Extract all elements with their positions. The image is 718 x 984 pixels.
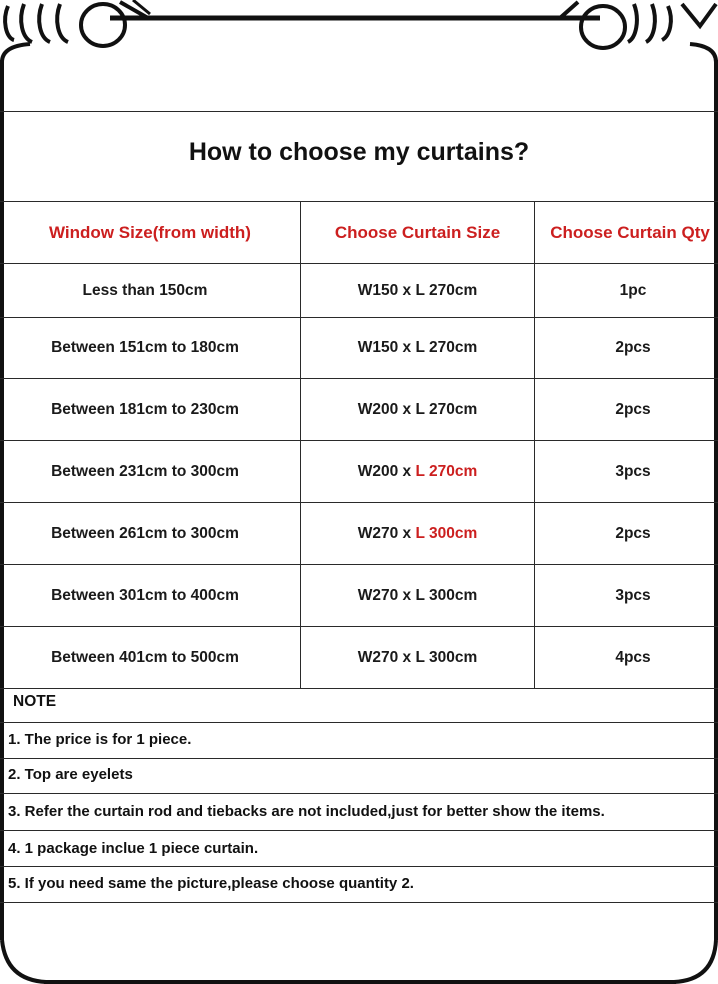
size-length: L 270cm — [415, 281, 478, 299]
table-cell-window: Between 181cm to 230cm — [51, 400, 239, 418]
note-rule — [0, 830, 718, 831]
size-length: L 300cm — [415, 648, 478, 666]
table-cell-window: Between 151cm to 180cm — [51, 339, 239, 356]
size-length: L 300cm — [415, 586, 478, 604]
note-item: 5. If you need same the picture,please choose quantity 2. — [8, 875, 414, 892]
note-item: 3. Refer the curtain rod and tiebacks are not included,just for better show the items. — [8, 803, 605, 820]
note-item: 2. Top are eyelets — [8, 766, 133, 783]
note-rule — [0, 902, 718, 903]
curtain-rod-right-icon — [560, 2, 716, 48]
table-cell-qty: 3pcs — [615, 586, 651, 604]
table-cell-window: Between 401cm to 500cm — [51, 648, 239, 666]
size-length: L 300cm — [415, 524, 478, 542]
header-curtain-size: Choose Curtain Size — [334, 222, 501, 242]
note-rule — [0, 866, 718, 867]
table-bottom-rule — [0, 688, 718, 689]
table-cell-window: Less than 150cm — [82, 281, 208, 299]
size-width: W150 x — [357, 281, 412, 299]
size-length: L 270cm — [415, 339, 478, 356]
table-cell-qty: 2pcs — [615, 400, 651, 418]
table-cell-size — [301, 627, 534, 688]
table-cell-qty: 4pcs — [615, 648, 651, 666]
size-length: L 270cm — [415, 400, 478, 418]
table-cell-qty: 3pcs — [615, 462, 651, 480]
size-width: W270 x — [357, 524, 412, 542]
table-cell-qty: 2pcs — [615, 339, 651, 356]
note-item: 4. 1 package inclue 1 piece curtain. — [8, 840, 259, 857]
size-length: L 270cm — [415, 462, 478, 480]
table-cell-window: Between 231cm to 300cm — [51, 462, 239, 480]
table-cell-size — [301, 379, 534, 440]
note-rule — [0, 722, 718, 723]
table-cell-size — [301, 565, 534, 626]
title-top-rule — [0, 111, 718, 112]
size-width: W150 x — [357, 339, 412, 356]
table-cell-qty: 2pcs — [615, 524, 651, 542]
table-cell-size — [301, 441, 534, 502]
size-width: W270 x — [357, 648, 412, 666]
note-heading: NOTE — [13, 693, 57, 710]
curtain-rod-left-icon — [5, 0, 600, 46]
page-title: How to choose my curtains? — [188, 138, 530, 166]
table-cell-size — [301, 318, 534, 378]
table-cell-window: Between 261cm to 300cm — [51, 524, 239, 542]
size-width: W200 x — [357, 462, 412, 480]
table-cell-size — [301, 264, 534, 317]
header-window-size: Window Size(from width) — [49, 222, 251, 242]
header-curtain-qty: Choose Curtain Qty — [550, 222, 710, 242]
size-width: W200 x — [357, 400, 412, 418]
note-rule — [0, 793, 718, 794]
table-cell-size — [301, 503, 534, 564]
table-cell-qty: 1pc — [619, 281, 647, 299]
note-rule — [0, 758, 718, 759]
size-width: W270 x — [357, 586, 412, 604]
table-cell-window: Between 301cm to 400cm — [51, 586, 239, 604]
note-item: 1. The price is for 1 piece. — [8, 731, 192, 748]
